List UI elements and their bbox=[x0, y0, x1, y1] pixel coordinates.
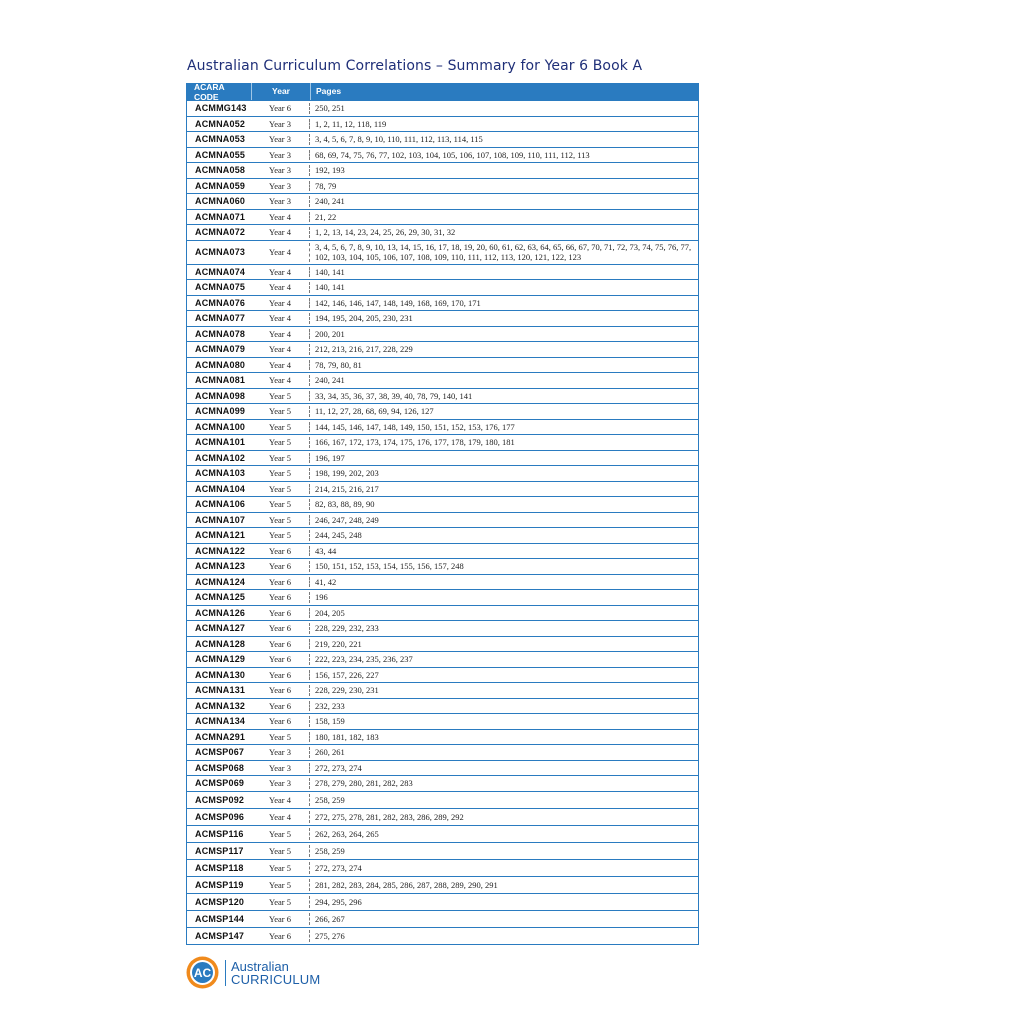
acara-code-cell: ACMNA125 bbox=[195, 592, 246, 603]
header-acara-code: ACARA CODE bbox=[194, 81, 225, 102]
table-row bbox=[187, 434, 698, 450]
acara-code-cell: ACMNA102 bbox=[195, 452, 246, 463]
table-row bbox=[187, 636, 698, 652]
acara-code-cell: ACMNA073 bbox=[195, 247, 246, 257]
pages-cell: 41, 42 bbox=[309, 577, 698, 588]
pages-cell: 228, 229, 232, 233 bbox=[309, 623, 698, 634]
table-row bbox=[187, 388, 698, 404]
table-row bbox=[187, 760, 698, 776]
table-row bbox=[187, 341, 698, 357]
acara-code-cell: ACMNA077 bbox=[195, 313, 246, 324]
table-row bbox=[187, 357, 698, 373]
pages-cell: 246, 247, 248, 249 bbox=[309, 515, 698, 526]
year-cell: Year 3 bbox=[268, 747, 292, 758]
pages-cell: 156, 157, 226, 227 bbox=[309, 670, 698, 681]
table-row bbox=[187, 116, 698, 132]
year-cell: Year 5 bbox=[268, 437, 292, 448]
pages-cell: 258, 259 bbox=[309, 794, 698, 806]
acara-code-cell: ACMNA291 bbox=[195, 731, 246, 742]
year-cell: Year 5 bbox=[268, 452, 292, 463]
year-cell: Year 5 bbox=[268, 514, 292, 525]
acara-code-cell: ACMNA128 bbox=[195, 638, 246, 649]
pages-cell: 166, 167, 172, 173, 174, 175, 176, 177, 178, 179, 180, 181 bbox=[309, 437, 698, 448]
table-row bbox=[187, 512, 698, 528]
table-row bbox=[187, 419, 698, 435]
acara-code-cell: ACMNA075 bbox=[195, 282, 246, 293]
acara-code-cell: ACMNA132 bbox=[195, 700, 246, 711]
pages-cell: 232, 233 bbox=[309, 701, 698, 712]
pages-cell: 281, 282, 283, 284, 285, 286, 287, 288, 289, 290, 291 bbox=[309, 879, 698, 891]
acara-code-cell: ACMSP119 bbox=[195, 879, 244, 890]
pages-cell: 1, 2, 11, 12, 118, 119 bbox=[309, 119, 698, 130]
acara-code-cell: ACMNA131 bbox=[195, 685, 246, 696]
year-cell: Year 3 bbox=[268, 149, 292, 160]
acara-code-cell: ACMSP144 bbox=[195, 913, 245, 924]
year-cell: Year 4 bbox=[268, 313, 292, 324]
pages-cell: 198, 199, 202, 203 bbox=[309, 468, 698, 479]
acara-code-cell: ACMNA127 bbox=[195, 623, 246, 634]
pages-cell: 82, 83, 88, 89, 90 bbox=[309, 499, 698, 510]
year-cell: Year 5 bbox=[268, 845, 292, 856]
pages-cell: 262, 263, 264, 265 bbox=[309, 828, 698, 840]
pages-cell: 33, 34, 35, 36, 37, 38, 39, 40, 78, 79, 140, 141 bbox=[309, 391, 698, 402]
acara-code-cell: ACMNA107 bbox=[195, 514, 246, 525]
year-cell: Year 5 bbox=[268, 828, 292, 839]
year-cell: Year 6 bbox=[268, 103, 292, 114]
pages-cell: 144, 145, 146, 147, 148, 149, 150, 151, 152, 153, 176, 177 bbox=[309, 422, 698, 433]
acara-code-cell: ACMNA130 bbox=[195, 669, 246, 680]
year-cell: Year 3 bbox=[268, 196, 292, 207]
pages-cell: 140, 141 bbox=[309, 282, 698, 293]
acara-code-cell: ACMNA124 bbox=[195, 576, 246, 587]
table-row bbox=[187, 859, 698, 876]
year-cell: Year 5 bbox=[268, 530, 292, 541]
year-cell: Year 5 bbox=[268, 421, 292, 432]
year-cell: Year 4 bbox=[268, 375, 292, 386]
acara-code-cell: ACMNA059 bbox=[195, 180, 246, 191]
table-row bbox=[187, 131, 698, 147]
table-row bbox=[187, 240, 698, 264]
pages-cell: 204, 205 bbox=[309, 608, 698, 619]
table-row bbox=[187, 162, 698, 178]
year-cell: Year 4 bbox=[268, 328, 292, 339]
table-row bbox=[187, 876, 698, 893]
pages-cell: 3, 4, 5, 6, 7, 8, 9, 10, 13, 14, 15, 16, 17, 18, 19, 20, 60, 61, 62, 63, 64, 65, 66, 67, 70, 71, 72, 73, 74, 75, 76, 77, 102, 103, 104, 105, 106, 107, 108, 109, 110, 111, 112, 113, 120, 121, 122, 123 bbox=[309, 243, 698, 262]
table-row bbox=[187, 264, 698, 280]
pages-cell: 192, 193 bbox=[309, 165, 698, 176]
table-row bbox=[187, 193, 698, 209]
year-cell: Year 6 bbox=[268, 913, 292, 924]
logo-badge-text: AC bbox=[193, 966, 212, 980]
pages-cell: 180, 181, 182, 183 bbox=[309, 732, 698, 743]
year-cell: Year 4 bbox=[268, 247, 292, 257]
table-row bbox=[187, 147, 698, 163]
pages-cell: 272, 275, 278, 281, 282, 283, 286, 289, 292 bbox=[309, 811, 698, 823]
year-cell: Year 4 bbox=[268, 344, 292, 355]
correlations-table bbox=[186, 83, 699, 945]
table-row bbox=[187, 605, 698, 621]
australian-curriculum-logo bbox=[186, 956, 320, 989]
table-row bbox=[187, 224, 698, 240]
table-row bbox=[187, 527, 698, 543]
pages-cell: 150, 151, 152, 153, 154, 155, 156, 157, 248 bbox=[309, 561, 698, 572]
pages-cell: 278, 279, 280, 281, 282, 283 bbox=[309, 778, 698, 789]
acara-code-cell: ACMNA055 bbox=[195, 149, 246, 160]
table-row bbox=[187, 543, 698, 559]
year-cell: Year 4 bbox=[268, 227, 292, 238]
year-cell: Year 3 bbox=[268, 778, 292, 789]
acara-code-cell: ACMNA101 bbox=[195, 437, 246, 448]
year-cell: Year 4 bbox=[268, 359, 292, 370]
acara-code-cell: ACMSP096 bbox=[195, 811, 245, 822]
acara-code-cell: ACMNA076 bbox=[195, 297, 246, 308]
year-cell: Year 5 bbox=[268, 483, 292, 494]
table-row bbox=[187, 450, 698, 466]
year-cell: Year 3 bbox=[268, 118, 292, 129]
acara-code-cell: ACMNA104 bbox=[195, 483, 246, 494]
year-cell: Year 5 bbox=[268, 879, 292, 890]
year-cell: Year 3 bbox=[268, 762, 292, 773]
year-cell: Year 5 bbox=[268, 862, 292, 873]
pages-cell: 78, 79, 80, 81 bbox=[309, 360, 698, 371]
table-row bbox=[187, 927, 698, 944]
pages-cell: 3, 4, 5, 6, 7, 8, 9, 10, 110, 111, 112, 113, 114, 115 bbox=[309, 134, 698, 145]
table-row bbox=[187, 403, 698, 419]
acara-code-cell: ACMSP067 bbox=[195, 747, 245, 758]
table-row bbox=[187, 808, 698, 825]
year-cell: Year 4 bbox=[268, 282, 292, 293]
table-row bbox=[187, 791, 698, 808]
year-cell: Year 5 bbox=[268, 390, 292, 401]
table-row bbox=[187, 100, 698, 116]
year-cell: Year 5 bbox=[268, 499, 292, 510]
pages-cell: 228, 229, 230, 231 bbox=[309, 685, 698, 696]
year-cell: Year 6 bbox=[268, 592, 292, 603]
year-cell: Year 6 bbox=[268, 576, 292, 587]
year-cell: Year 6 bbox=[268, 654, 292, 665]
table-row bbox=[187, 893, 698, 910]
pages-cell: 266, 267 bbox=[309, 913, 698, 925]
acara-code-cell: ACMSP147 bbox=[195, 930, 245, 941]
acara-code-cell: ACMNA098 bbox=[195, 390, 246, 401]
table-row bbox=[187, 842, 698, 859]
pages-cell: 219, 220, 221 bbox=[309, 639, 698, 650]
pages-cell: 68, 69, 74, 75, 76, 77, 102, 103, 104, 105, 106, 107, 108, 109, 110, 111, 112, 113 bbox=[309, 150, 698, 161]
acara-code-cell: ACMSP117 bbox=[195, 845, 244, 856]
table-row bbox=[187, 775, 698, 791]
pages-cell: 244, 245, 248 bbox=[309, 530, 698, 541]
acara-code-cell: ACMNA060 bbox=[195, 196, 246, 207]
acara-code-cell: ACMSP092 bbox=[195, 794, 245, 805]
table-row bbox=[187, 729, 698, 745]
acara-code-cell: ACMNA106 bbox=[195, 499, 246, 510]
year-cell: Year 3 bbox=[268, 134, 292, 145]
acara-code-cell: ACMNA072 bbox=[195, 227, 246, 238]
header-pages: Pages bbox=[310, 83, 698, 100]
acara-code-cell: ACMNA079 bbox=[195, 344, 246, 355]
acara-code-cell: ACMSP069 bbox=[195, 778, 245, 789]
pages-cell: 194, 195, 204, 205, 230, 231 bbox=[309, 313, 698, 324]
page-title: Australian Curriculum Correlations – Summary for Year 6 Book A bbox=[187, 58, 643, 74]
year-cell: Year 6 bbox=[268, 685, 292, 696]
pages-cell: 200, 201 bbox=[309, 329, 698, 340]
acara-code-cell: ACMNA078 bbox=[195, 328, 246, 339]
pages-cell: 196, 197 bbox=[309, 453, 698, 464]
table-row bbox=[187, 326, 698, 342]
table-row bbox=[187, 825, 698, 842]
year-cell: Year 5 bbox=[268, 468, 292, 479]
pages-cell: 1, 2, 13, 14, 23, 24, 25, 26, 29, 30, 31, 32 bbox=[309, 227, 698, 238]
year-cell: Year 6 bbox=[268, 545, 292, 556]
logo-line-1: Australian bbox=[231, 958, 289, 974]
year-cell: Year 4 bbox=[268, 794, 292, 805]
acara-code-cell: ACMNA052 bbox=[195, 118, 246, 129]
acara-code-cell: ACMNA121 bbox=[195, 530, 246, 541]
year-cell: Year 6 bbox=[268, 561, 292, 572]
table-row bbox=[187, 620, 698, 636]
year-cell: Year 4 bbox=[268, 811, 292, 822]
pages-cell: 21, 22 bbox=[309, 212, 698, 223]
acara-code-cell: ACMNA134 bbox=[195, 716, 246, 727]
pages-cell: 212, 213, 216, 217, 228, 229 bbox=[309, 344, 698, 355]
table-body bbox=[187, 100, 698, 944]
table-row bbox=[187, 496, 698, 512]
acara-code-cell: ACMNA058 bbox=[195, 165, 246, 176]
pages-cell: 11, 12, 27, 28, 68, 69, 94, 126, 127 bbox=[309, 406, 698, 417]
table-row bbox=[187, 713, 698, 729]
table-header bbox=[187, 83, 698, 100]
year-cell: Year 4 bbox=[268, 297, 292, 308]
acara-code-cell: ACMNA126 bbox=[195, 607, 246, 618]
table-row bbox=[187, 910, 698, 927]
table-row bbox=[187, 209, 698, 225]
acara-code-cell: ACMNA103 bbox=[195, 468, 246, 479]
acara-code-cell: ACMNA099 bbox=[195, 406, 246, 417]
table-row bbox=[187, 481, 698, 497]
pages-cell: 158, 159 bbox=[309, 716, 698, 727]
table-row bbox=[187, 744, 698, 760]
acara-code-cell: ACMNA074 bbox=[195, 266, 246, 277]
table-row bbox=[187, 178, 698, 194]
logo-wordmark bbox=[225, 960, 320, 986]
pages-cell: 43, 44 bbox=[309, 546, 698, 557]
pages-cell: 260, 261 bbox=[309, 747, 698, 758]
acara-code-cell: ACMNA123 bbox=[195, 561, 246, 572]
year-cell: Year 6 bbox=[268, 669, 292, 680]
pages-cell: 294, 295, 296 bbox=[309, 896, 698, 908]
pages-cell: 250, 251 bbox=[309, 103, 698, 114]
acara-code-cell: ACMNA129 bbox=[195, 654, 246, 665]
table-row bbox=[187, 279, 698, 295]
pages-cell: 78, 79 bbox=[309, 181, 698, 192]
pages-cell: 142, 146, 146, 147, 148, 149, 168, 169, 170, 171 bbox=[309, 298, 698, 309]
table-row bbox=[187, 310, 698, 326]
table-row bbox=[187, 372, 698, 388]
table-row bbox=[187, 589, 698, 605]
pages-cell: 258, 259 bbox=[309, 845, 698, 857]
table-row bbox=[187, 295, 698, 311]
table-row bbox=[187, 682, 698, 698]
ac-logo-icon bbox=[186, 956, 219, 989]
table-row bbox=[187, 651, 698, 667]
table-row bbox=[187, 698, 698, 714]
year-cell: Year 4 bbox=[268, 211, 292, 222]
pages-cell: 140, 141 bbox=[309, 267, 698, 278]
pages-cell: 214, 215, 216, 217 bbox=[309, 484, 698, 495]
year-cell: Year 6 bbox=[268, 930, 292, 941]
year-cell: Year 6 bbox=[268, 700, 292, 711]
year-cell: Year 5 bbox=[268, 896, 292, 907]
year-cell: Year 6 bbox=[268, 638, 292, 649]
acara-code-cell: ACMNA071 bbox=[195, 211, 246, 222]
acara-code-cell: ACMNA081 bbox=[195, 375, 246, 386]
pages-cell: 272, 273, 274 bbox=[309, 862, 698, 874]
table-row bbox=[187, 667, 698, 683]
logo-line-2: CURRICULUM bbox=[231, 971, 321, 987]
acara-code-cell: ACMSP120 bbox=[195, 896, 245, 907]
acara-code-cell: ACMSP068 bbox=[195, 762, 245, 773]
acara-code-cell: ACMSP118 bbox=[195, 862, 244, 873]
acara-code-cell: ACMNA122 bbox=[195, 545, 246, 556]
year-cell: Year 6 bbox=[268, 607, 292, 618]
acara-code-cell: ACMNA100 bbox=[195, 421, 246, 432]
pages-cell: 240, 241 bbox=[309, 375, 698, 386]
header-year: Year bbox=[251, 83, 310, 100]
pages-cell: 272, 273, 274 bbox=[309, 763, 698, 774]
table-row bbox=[187, 574, 698, 590]
year-cell: Year 5 bbox=[268, 406, 292, 417]
year-cell: Year 3 bbox=[268, 180, 292, 191]
year-cell: Year 5 bbox=[268, 731, 292, 742]
acara-code-cell: ACMNA080 bbox=[195, 359, 246, 370]
table-row bbox=[187, 465, 698, 481]
pages-cell: 196 bbox=[309, 592, 698, 603]
year-cell: Year 6 bbox=[268, 716, 292, 727]
acara-code-cell: ACMNA053 bbox=[195, 134, 246, 145]
pages-cell: 222, 223, 234, 235, 236, 237 bbox=[309, 654, 698, 665]
year-cell: Year 4 bbox=[268, 266, 292, 277]
pages-cell: 240, 241 bbox=[309, 196, 698, 207]
pages-cell: 275, 276 bbox=[309, 930, 698, 942]
acara-code-cell: ACMMG143 bbox=[195, 103, 247, 114]
year-cell: Year 6 bbox=[268, 623, 292, 634]
table-row bbox=[187, 558, 698, 574]
year-cell: Year 3 bbox=[268, 165, 292, 176]
acara-code-cell: ACMSP116 bbox=[195, 828, 244, 839]
